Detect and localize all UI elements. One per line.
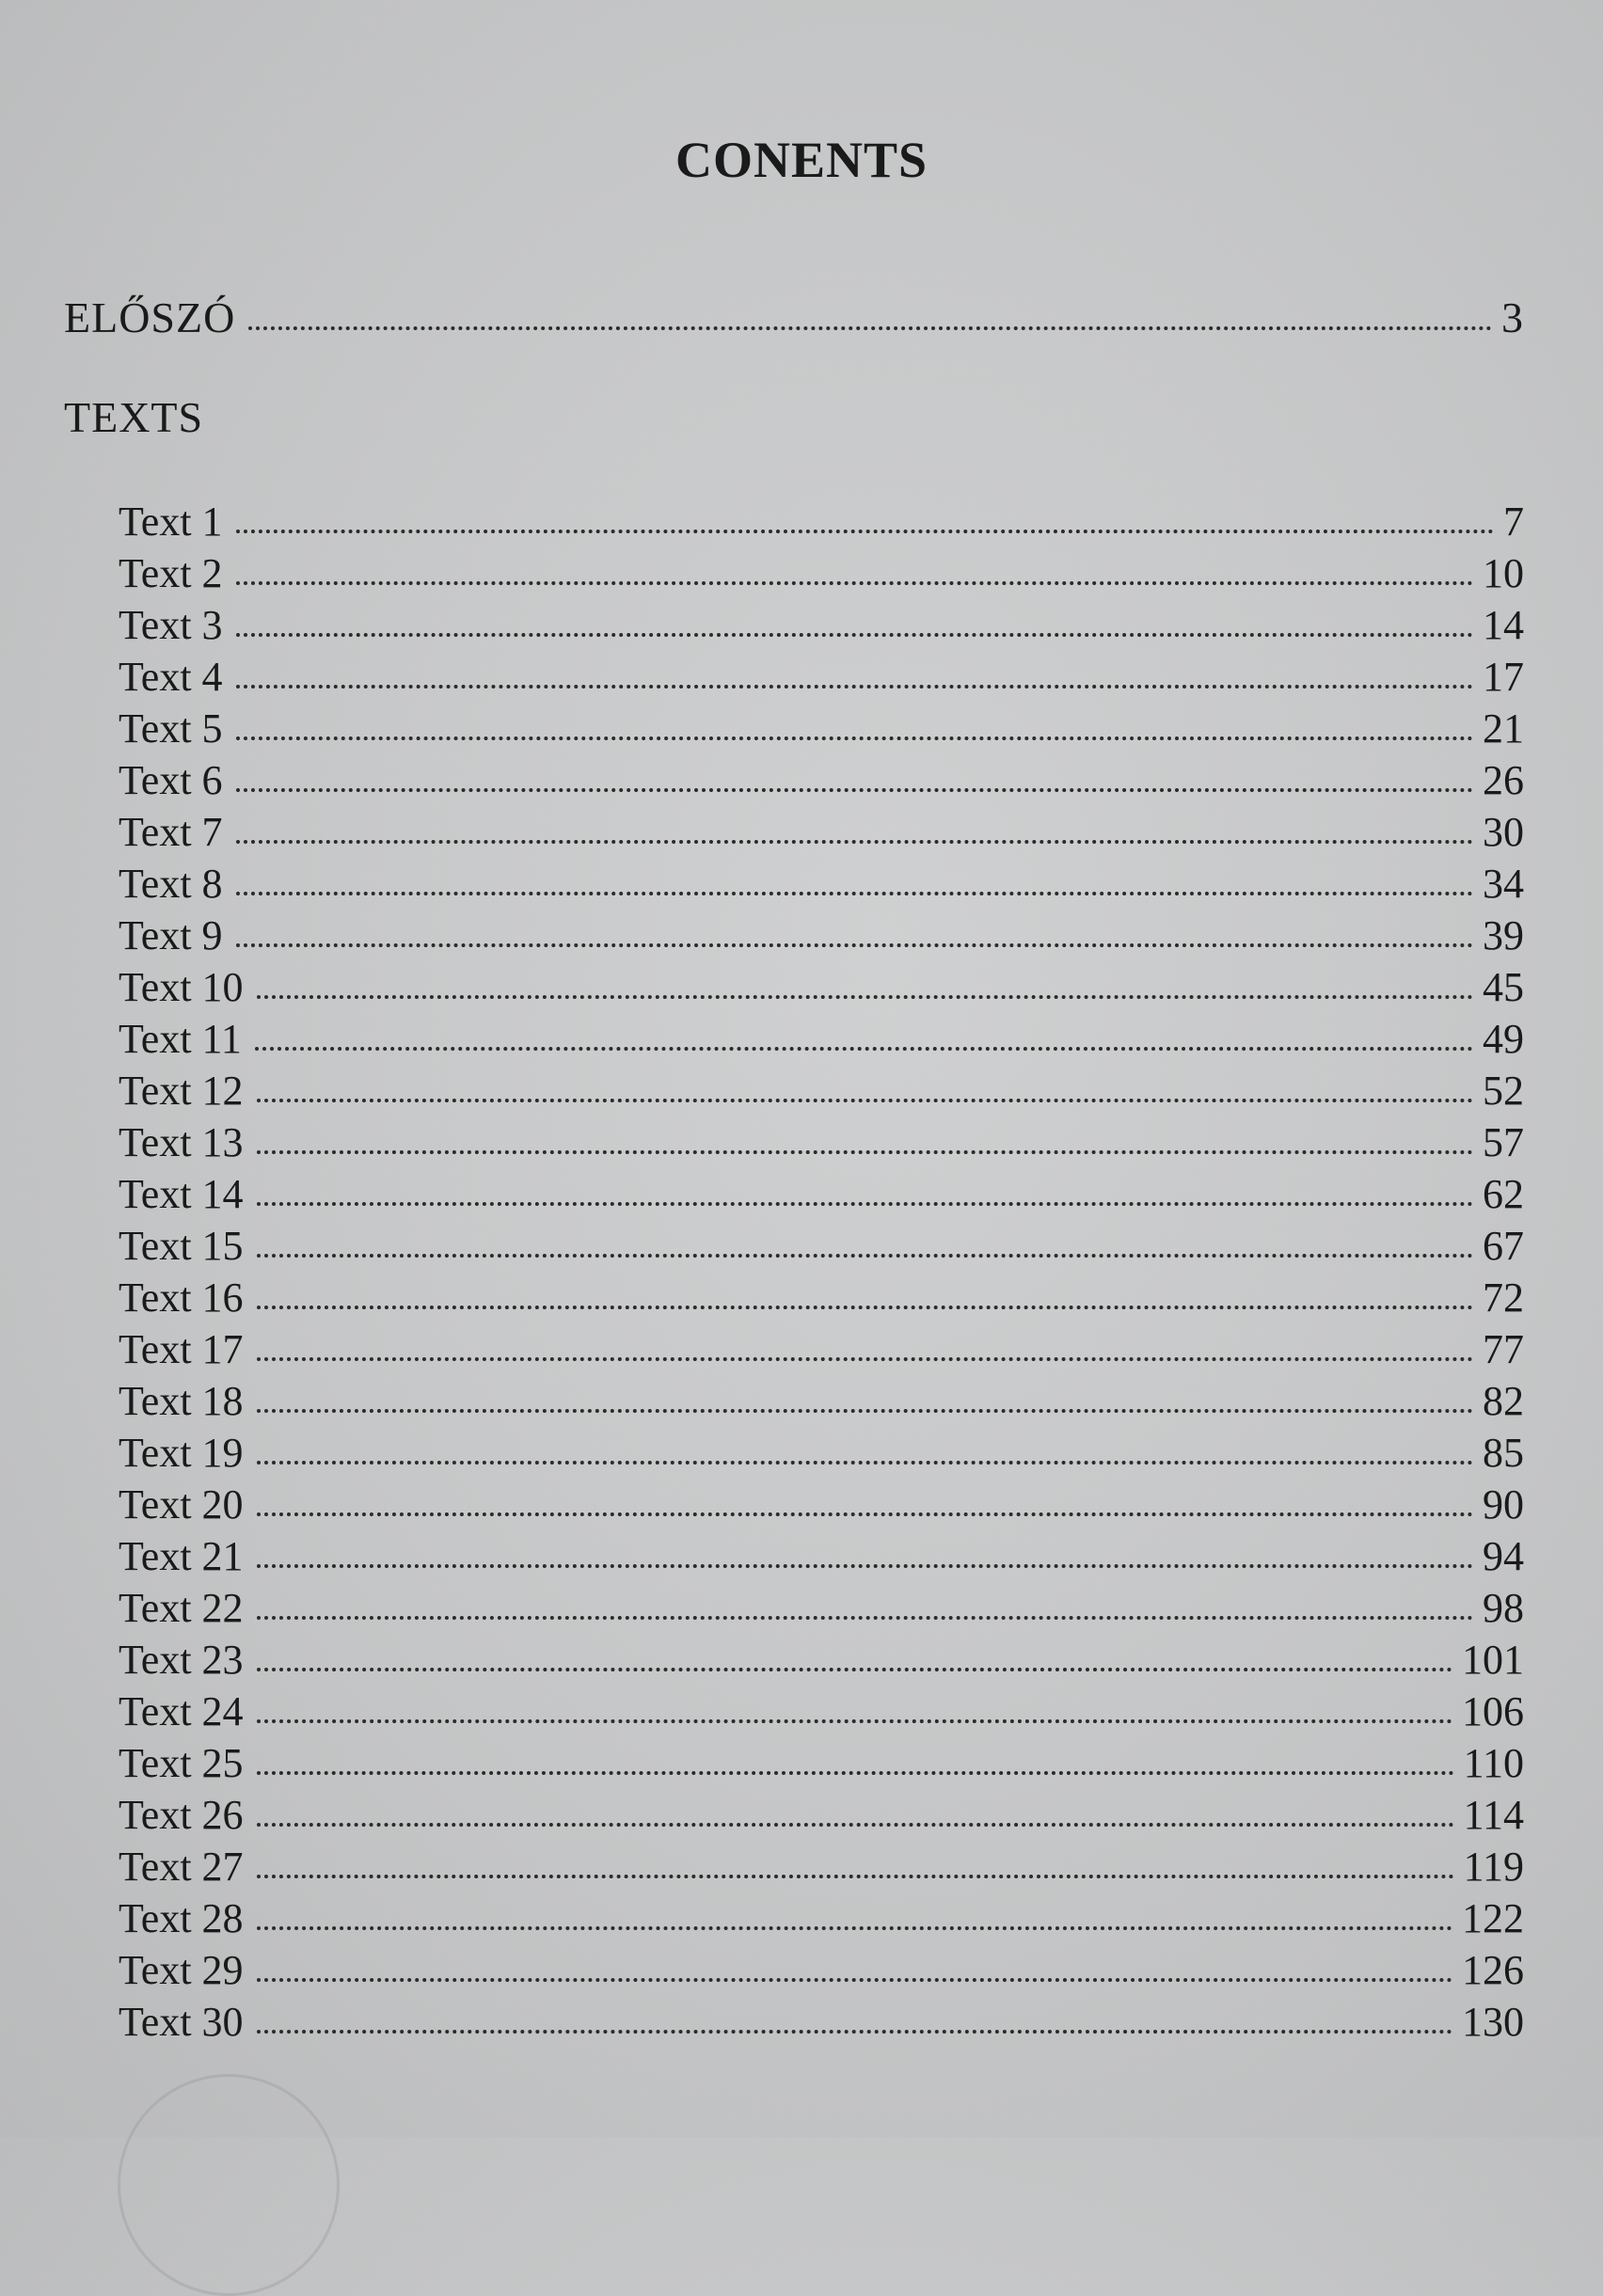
toc-entry — [119, 1323, 1524, 1375]
toc-entry-page-number: 114 — [1463, 1792, 1524, 1838]
toc-entry — [119, 1996, 1524, 2048]
toc-entry-label: Text 29 — [119, 1947, 244, 1993]
toc-entry — [119, 1892, 1524, 1944]
toc-entry-label: Text 19 — [119, 1430, 244, 1476]
toc-entry — [119, 1479, 1524, 1530]
toc-entry-page-number: 39 — [1483, 912, 1524, 958]
dot-leader — [257, 995, 1473, 999]
toc-entry — [119, 1789, 1524, 1841]
dot-leader — [257, 1616, 1473, 1620]
toc-entry-page-number: 67 — [1483, 1223, 1524, 1269]
toc-entry-label: Text 9 — [119, 912, 223, 958]
dot-leader — [248, 326, 1492, 330]
dot-leader — [257, 1512, 1473, 1516]
toc-entry-label: Text 15 — [119, 1223, 244, 1269]
toc-entry-label: Text 30 — [119, 1999, 244, 2045]
toc-entry-page-number: 126 — [1462, 1947, 1524, 1993]
toc-entry-page-number: 82 — [1483, 1378, 1524, 1424]
toc-entry-label: Text 6 — [119, 757, 223, 803]
toc-entry-page-number: 21 — [1483, 705, 1524, 752]
dot-leader — [257, 2030, 1452, 2034]
dot-leader — [257, 1150, 1473, 1154]
toc-entry-page-number: 62 — [1483, 1171, 1524, 1217]
toc-entry-label: Text 13 — [119, 1119, 244, 1165]
toc-entry-label: Text 12 — [119, 1068, 244, 1114]
toc-entry — [119, 547, 1524, 599]
toc-entry-page-number: 45 — [1483, 964, 1524, 1010]
dot-leader — [257, 1202, 1473, 1206]
toc-entry-label: Text 8 — [119, 861, 223, 907]
toc-entry — [119, 1634, 1524, 1686]
dot-leader — [257, 1926, 1452, 1930]
toc-entry-label: Text 21 — [119, 1533, 244, 1579]
toc-entry-page-number: 106 — [1462, 1688, 1524, 1734]
toc-entry — [119, 703, 1524, 754]
toc-entry — [119, 599, 1524, 651]
dot-leader — [257, 1771, 1454, 1775]
toc-entry — [119, 858, 1524, 910]
toc-entry-label: Text 10 — [119, 964, 244, 1010]
toc-entry-page-number: 49 — [1483, 1016, 1524, 1062]
toc-entry-page-number: 57 — [1483, 1119, 1524, 1165]
dot-leader — [257, 1875, 1454, 1878]
toc-entries-list — [119, 496, 1524, 2048]
dot-leader — [236, 840, 1473, 844]
dot-leader — [236, 788, 1473, 792]
toc-entry-preface — [64, 292, 1524, 343]
toc-entry-label: Text 23 — [119, 1637, 244, 1683]
toc-entry — [119, 1116, 1524, 1168]
toc-entry-label: Text 17 — [119, 1326, 244, 1372]
dot-leader — [236, 581, 1473, 585]
toc-entry-page-number: 72 — [1483, 1275, 1524, 1321]
toc-entry-page-number: 77 — [1483, 1326, 1524, 1372]
toc-entry-page-number: 34 — [1483, 861, 1524, 907]
toc-entry — [119, 754, 1524, 806]
toc-entry-label: Text 27 — [119, 1844, 244, 1890]
dot-leader — [257, 1668, 1452, 1671]
toc-entry — [119, 1375, 1524, 1427]
toc-entry-page-number: 30 — [1483, 809, 1524, 855]
toc-entry — [119, 651, 1524, 703]
toc-entry — [119, 1841, 1524, 1892]
toc-entry-page-number: 94 — [1483, 1533, 1524, 1579]
toc-entry — [119, 1168, 1524, 1220]
dot-leader — [257, 1409, 1473, 1413]
toc-entry-label: ELŐSZÓ — [64, 293, 236, 341]
page-title: CONENTS — [675, 132, 928, 188]
toc-entry-label: Text 16 — [119, 1275, 244, 1321]
toc-entry-label: Text 18 — [119, 1378, 244, 1424]
toc-entry-label: Text 28 — [119, 1895, 244, 1941]
toc-entry — [119, 961, 1524, 1013]
toc-entry-page-number: 52 — [1483, 1068, 1524, 1114]
toc-entry-page-number: 119 — [1463, 1844, 1524, 1890]
toc-entry — [119, 1686, 1524, 1737]
toc-entry-page-number: 10 — [1483, 550, 1524, 596]
toc-entry-label: Text 2 — [119, 550, 223, 596]
toc-entry — [119, 1530, 1524, 1582]
toc-entry — [119, 1220, 1524, 1272]
toc-entry — [119, 496, 1524, 547]
dot-leader — [257, 1823, 1454, 1827]
dot-leader — [236, 685, 1473, 689]
dot-leader — [236, 633, 1473, 637]
toc-entry — [119, 1737, 1524, 1789]
toc-entry-label: Text 25 — [119, 1740, 244, 1786]
toc-entry-label: Text 3 — [119, 602, 223, 648]
toc-entry — [119, 910, 1524, 961]
toc-entry-page-number: 26 — [1483, 757, 1524, 803]
toc-entry-label: Text 1 — [119, 499, 223, 545]
dot-leader — [236, 736, 1473, 740]
toc-entry-page-number: 130 — [1462, 1999, 1524, 2045]
toc-entry-page-number: 90 — [1483, 1481, 1524, 1528]
toc-entry-page-number: 7 — [1503, 499, 1524, 545]
toc-entry-label: Text 14 — [119, 1171, 244, 1217]
dot-leader — [236, 892, 1473, 895]
toc-entry-page-number: 3 — [1501, 293, 1524, 341]
toc-entry — [119, 1427, 1524, 1479]
dot-leader — [236, 943, 1473, 947]
toc-entry-label: Text 22 — [119, 1585, 244, 1631]
toc-entry-label: Text 4 — [119, 654, 223, 700]
toc-entry-label: Text 26 — [119, 1792, 244, 1838]
dot-leader — [257, 1978, 1452, 1982]
dot-leader — [257, 1254, 1473, 1258]
toc-entry-page-number: 122 — [1462, 1895, 1524, 1941]
toc-entry-page-number: 85 — [1483, 1430, 1524, 1476]
toc-entry — [119, 806, 1524, 858]
toc-entry-page-number: 98 — [1483, 1585, 1524, 1631]
dot-leader — [257, 1099, 1473, 1102]
dot-leader — [257, 1461, 1473, 1465]
toc-entry — [119, 1013, 1524, 1065]
dot-leader — [257, 1306, 1473, 1309]
toc-entry-label: Text 7 — [119, 809, 223, 855]
toc-entry-label: Text 24 — [119, 1688, 244, 1734]
dot-leader — [236, 530, 1494, 533]
dot-leader — [255, 1047, 1473, 1051]
toc-entry-label: Text 20 — [119, 1481, 244, 1528]
toc-entry-page-number: 101 — [1462, 1637, 1524, 1683]
toc-entry — [119, 1272, 1524, 1323]
toc-entry — [119, 1582, 1524, 1634]
toc-entry-label: Text 11 — [119, 1016, 242, 1062]
dot-leader — [257, 1357, 1473, 1361]
dot-leader — [257, 1564, 1473, 1568]
toc-entry-page-number: 14 — [1483, 602, 1524, 648]
toc-entry-page-number: 17 — [1483, 654, 1524, 700]
toc-entry — [119, 1944, 1524, 1996]
faint-stamp-mark — [118, 2074, 340, 2296]
dot-leader — [257, 1719, 1452, 1723]
section-heading: TEXTS — [64, 393, 204, 441]
toc-entry-label: Text 5 — [119, 705, 223, 752]
toc-entry-page-number: 110 — [1463, 1740, 1524, 1786]
toc-entry — [119, 1065, 1524, 1116]
